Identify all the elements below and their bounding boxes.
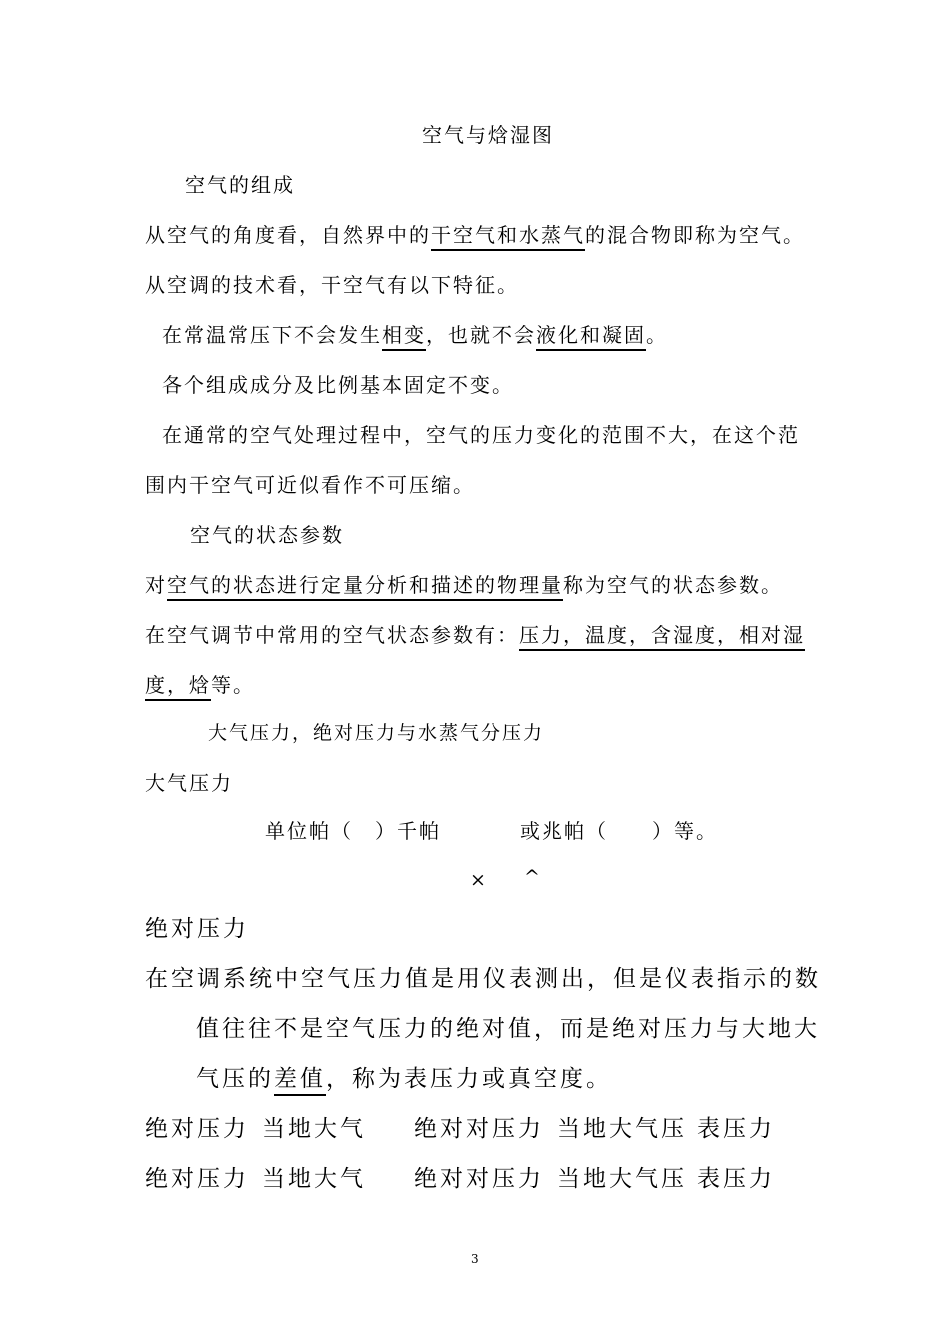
formula-term: 表压力 xyxy=(697,1116,775,1142)
text: 。 xyxy=(646,323,668,347)
text: ，也就不会 xyxy=(426,323,536,347)
text: 对 xyxy=(145,573,167,597)
heading-pressure: 大气压力，绝对压力与水蒸气分压力 xyxy=(208,722,545,744)
paragraph-state-1 xyxy=(145,572,783,598)
paragraph-absolute-line1: 在空调系统中空气压力值是用仪表测出，但是仪表指示的数 xyxy=(145,966,821,992)
paragraph-composition-4: 各个组成成分及比例基本固定不变。 xyxy=(162,373,514,397)
underlined-term: 度，焓 xyxy=(145,673,211,701)
symbol-times: × xyxy=(470,869,488,891)
formula-term: 绝对对压力 xyxy=(414,1116,544,1142)
paragraph-absolute-line2: 值往往不是空气压力的绝对值，而是绝对压力与大地大 xyxy=(196,1016,820,1042)
unit-line-right: 或兆帕（ ）等。 xyxy=(520,819,718,843)
text: ，称为表压力或真空度。 xyxy=(326,1066,612,1092)
paragraph-composition-5-line1: 在通常的空气处理过程中，空气的压力变化的范围不大，在这个范 xyxy=(162,423,800,447)
paragraph-composition-1 xyxy=(145,222,805,248)
page-title: 空气与焓湿图 xyxy=(422,123,554,147)
text: 等。 xyxy=(211,673,255,697)
formula-term: 当地大气压 xyxy=(557,1116,687,1142)
heading-absolute-pressure: 绝对压力 xyxy=(145,916,249,942)
unit-line-left: 单位帕（ ）千帕 xyxy=(265,819,441,843)
paragraph-absolute-line3 xyxy=(196,1064,612,1094)
page-number: 3 xyxy=(471,1252,479,1266)
paragraph-composition-2: 从空调的技术看，干空气有以下特征。 xyxy=(145,273,519,297)
underlined-term: 空气的状态进行定量分析和描述的物理量 xyxy=(167,573,563,601)
formula-term: 绝对对压力 xyxy=(414,1166,544,1192)
text: 在常温常压下不会发生 xyxy=(162,323,382,347)
paragraph-state-2-line2 xyxy=(145,672,255,698)
formula-term: 当地大气 xyxy=(262,1166,366,1192)
heading-state-parameters: 空气的状态参数 xyxy=(190,523,344,547)
underlined-term: 压力，温度，含湿度，相对湿 xyxy=(519,623,805,651)
formula-term: 当地大气压 xyxy=(557,1166,687,1192)
heading-composition: 空气的组成 xyxy=(185,173,295,197)
paragraph-state-2-line1 xyxy=(145,622,805,648)
formula-term: 绝对压力 xyxy=(145,1116,249,1142)
text: 称为空气的状态参数。 xyxy=(563,573,783,597)
underlined-term: 差值 xyxy=(274,1066,326,1096)
text: 在空气调节中常用的空气状态参数有： xyxy=(145,623,519,647)
paragraph-composition-3 xyxy=(162,322,668,348)
underlined-term: 液化和凝固 xyxy=(536,323,646,351)
text: 的混合物即称为空气。 xyxy=(585,223,805,247)
underlined-term: 相变 xyxy=(382,323,426,351)
heading-atmospheric-pressure: 大气压力 xyxy=(145,771,233,795)
paragraph-composition-5-line2: 围内干空气可近似看作不可压缩。 xyxy=(145,473,475,497)
text: 气压的 xyxy=(196,1066,274,1092)
formula-term: 当地大气 xyxy=(262,1116,366,1142)
formula-term: 绝对压力 xyxy=(145,1166,249,1192)
formula-term: 表压力 xyxy=(697,1166,775,1192)
symbol-caret: ^ xyxy=(524,866,542,888)
underlined-term: 干空气和水蒸气 xyxy=(431,223,585,251)
text: 从空气的角度看，自然界中的 xyxy=(145,223,431,247)
